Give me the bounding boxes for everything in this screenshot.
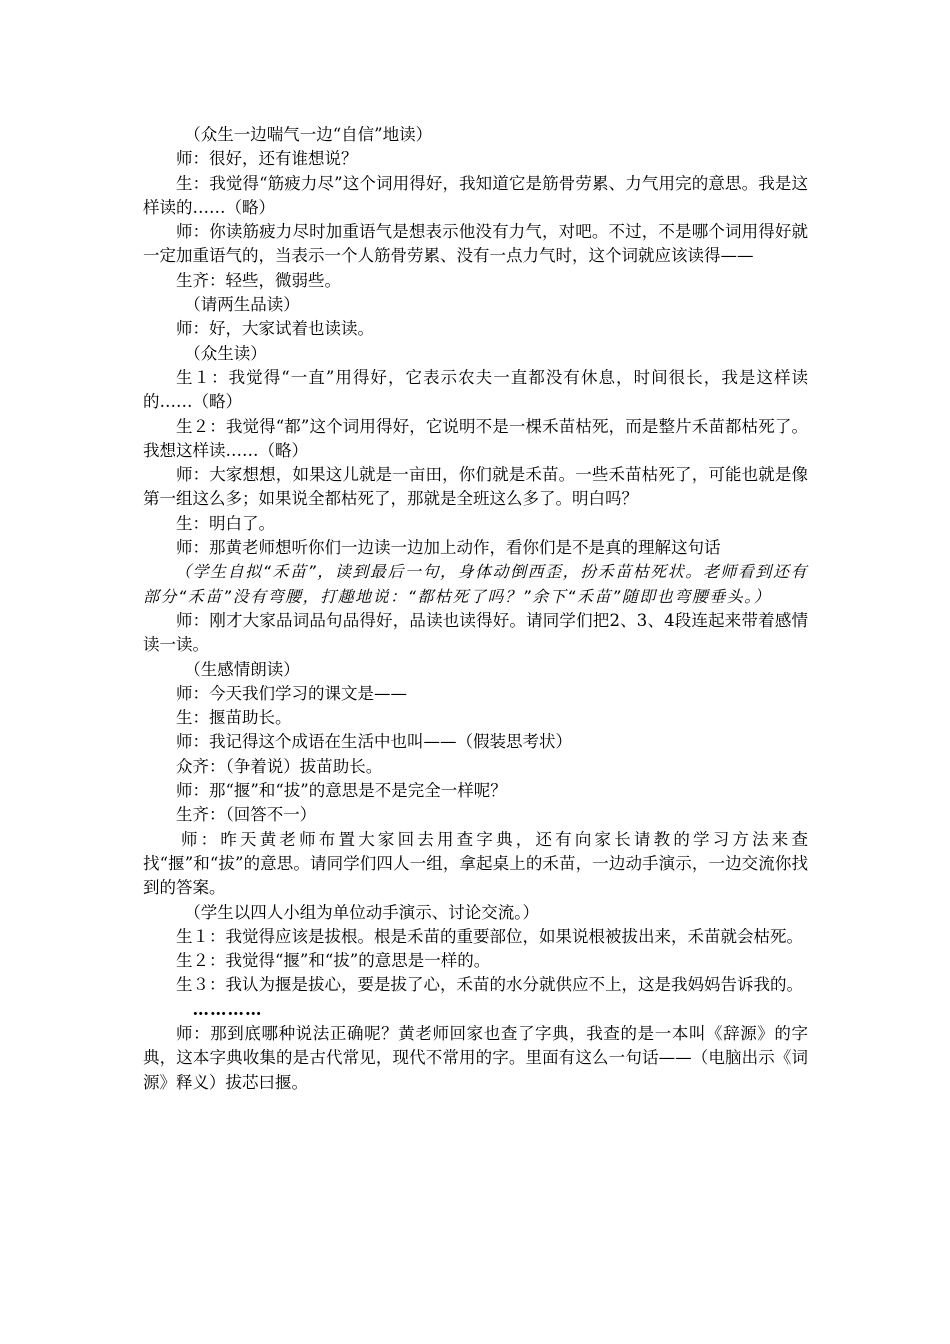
ellipsis-divider: ………… bbox=[192, 999, 263, 1019]
dialogue-paragraph: 师：今天我们学习的课文是—— bbox=[176, 683, 407, 703]
dialogue-paragraph: 生３：我认为揠是拔心，要是拔了心，禾苗的水分就供应不上，这是我妈妈告诉我的。 bbox=[176, 975, 803, 995]
dialogue-paragraph: （众生一边喘气一边“自信”地读） bbox=[184, 125, 433, 144]
dialogue-paragraph: 生：我觉得“筋疲力尽”这个词用得好，我知道它是筋骨劳累、力气用完的意思。我是这样读的……（略） bbox=[143, 173, 808, 217]
dialogue-paragraph: 生：揠苗助长。 bbox=[176, 708, 292, 728]
dialogue-paragraph: 生２：我觉得“揠”和“拔”的意思是一样的。 bbox=[176, 951, 491, 971]
dialogue-paragraph: 生齐：轻些，微弱些。 bbox=[176, 270, 341, 290]
dialogue-paragraph: 生２：我觉得“都”这个词用得好，它说明不是一棵禾苗枯死，而是整片禾苗都枯死了。我想这样读……（略） bbox=[143, 416, 808, 460]
dialogue-paragraph: 师：那黄老师想听你们一边读一边加上动作，看你们是不是真的理解这句话 bbox=[176, 538, 721, 558]
dialogue-paragraph: 师：那到底哪种说法正确呢？黄老师回家也查了字典，我查的是一本叫《辞源》的字典，这本字典收集的是古代常见，现代不常用的字。里面有这么一句话——（电脑出示《词源》释义）拔芯曰揠。 bbox=[143, 1023, 808, 1092]
dialogue-paragraph: 师：我记得这个成语在生活中也叫——（假装思考状） bbox=[176, 732, 572, 752]
dialogue-paragraph: 生１：我觉得“一直”用得好，它表示农夫一直都没有休息，时间很长，我是这样读的……（略） bbox=[143, 367, 808, 412]
dialogue-paragraph: （请两生品读） bbox=[184, 295, 300, 315]
dialogue-paragraph: 生：明白了。 bbox=[176, 513, 275, 533]
dialogue-paragraph: 师：昨天黄老师布置大家回去用查字典，还有向家长请教的学习方法来查找“揠”和“拔”的意思。请同学们四人一组，拿起桌上的禾苗，一边动手演示，一边交流你找到的答案。 bbox=[143, 829, 808, 898]
dialogue-paragraph: （众生读） bbox=[184, 343, 267, 363]
dialogue-paragraph: 师：刚才大家品词品句品得好，品读也读得好。请同学们把2、3、4段连起来带着感情读一读。 bbox=[143, 610, 808, 655]
dialogue-paragraph: 师：那“揠”和“拔”的意思是不是完全一样呢？ bbox=[176, 781, 507, 801]
dialogue-paragraph: 众齐：（争着说）拔苗助长。 bbox=[176, 756, 383, 776]
document-body bbox=[143, 123, 808, 1095]
dialogue-paragraph: 师：很好，还有谁想说？ bbox=[176, 149, 358, 169]
dialogue-paragraph: 生齐：（回答不一） bbox=[176, 805, 317, 825]
dialogue-paragraph: 师：你读筋疲力尽时加重语气是想表示他没有力气，对吧。不过，不是哪个词用得好就一定加重语气的，当表示一个人筋骨劳累、没有一点力气时，这个词就应该读得—— bbox=[143, 222, 808, 266]
dialogue-paragraph: 生１：我觉得应该是拔根。根是禾苗的重要部位，如果说根被拔出来，禾苗就会枯死。 bbox=[176, 926, 803, 946]
dialogue-paragraph: 师：大家想想，如果这儿就是一亩田，你们就是禾苗。一些禾苗枯死了，可能也就是像第一组这么多；如果说全都枯死了，那就是全班这么多了。明白吗？ bbox=[143, 465, 808, 509]
dialogue-paragraph: （生感情朗读） bbox=[184, 659, 300, 679]
dialogue-paragraph: （学生以四人小组为单位动手演示、讨论交流。） bbox=[184, 902, 539, 922]
stage-direction-note: （学生自拟“禾苗”，读到最后一句，身体动倒西歪，扮禾苗枯死状。老师看到还有部分“禾苗”没有弯腰，打趣地说：“都枯死了吗？”余下“禾苗”随即也弯腰垂头。） bbox=[143, 562, 808, 606]
dialogue-paragraph: 师：好，大家试着也读读。 bbox=[176, 319, 374, 339]
